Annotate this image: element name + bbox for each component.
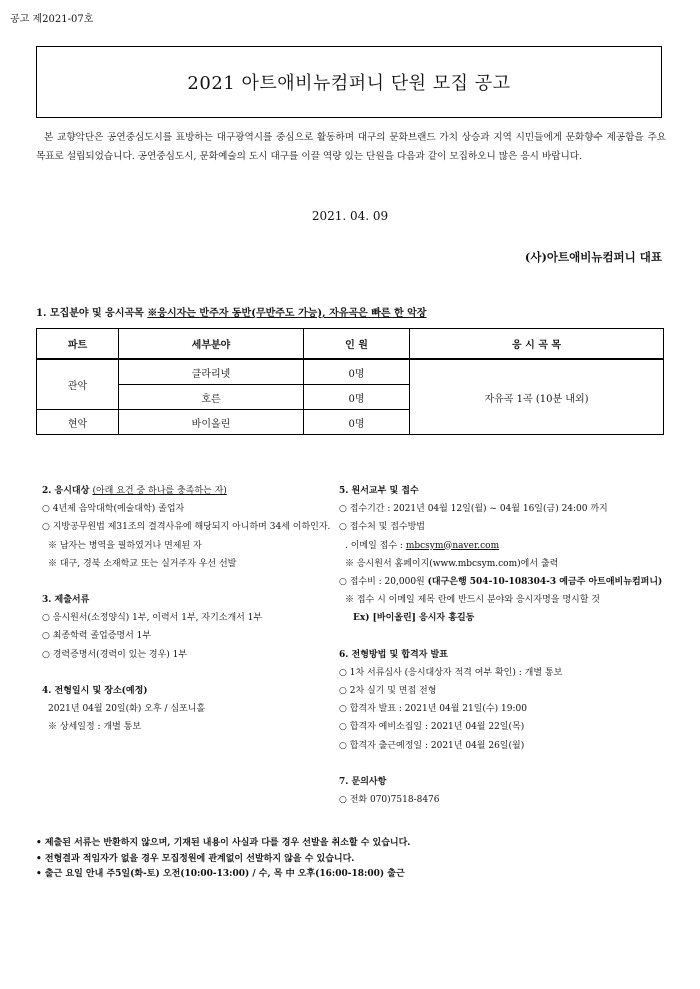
list-item: 2021년 04월 20일(화) 오후 / 심포니홀 [48,704,206,715]
count-cell: 0명 [304,410,410,435]
field-cell: 호른 [119,385,304,410]
footer-notes [36,836,410,883]
table-header-row [37,329,664,360]
header-count: 인 원 [304,329,410,360]
section-2-heading [42,482,332,500]
list-item: ○ 합격자 발표 : 2021년 04월 21일(수) 19:00 [339,704,527,715]
count-cell: 0명 [304,385,410,410]
recruitment-table [36,328,664,435]
list-item [339,573,669,591]
section-3-heading: 3. 제출서류 [42,595,90,606]
list-item: ○ 접수기간 : 2021년 04월 12일(월) ~ 04월 16일(금) 24:00 까지 [339,504,608,515]
list-item: ○ 합격자 예비소집일 : 2021년 04월 22일(목) [339,722,525,733]
part-string: 현악 [37,410,119,435]
list-item: ※ 남자는 병역을 필하였거나 면제된 자 [48,540,202,551]
list-item: ○ 전화 070)7518-8476 [339,795,440,806]
left-column [42,482,332,736]
section-1-label: 1. 모집분야 및 응시곡목 [36,308,148,319]
footer-note: • 전형결과 적임자가 없을 경우 모집정원에 관계없이 선발하지 않을 수 있습니다. [36,853,355,864]
list-item: ○ 합격자 출근예정일 : 2021년 04월 26일(월) [339,740,525,751]
section-7-heading: 7. 문의사항 [339,776,387,787]
list-item: ○ 지방공무원법 제31조의 결격사유에 해당되지 아니하며 34세 이하인자. [42,522,331,533]
list-item: ※ 대구, 경북 소재학교 또는 실거주자 우선 선발 [48,558,237,569]
header-piece: 응 시 곡 목 [410,329,664,360]
list-item: ○ 2차 실기 및 면접 전형 [339,686,437,697]
header-field: 세부분야 [119,329,304,360]
piece-cell: 자유곡 1곡 (10분 내외) [410,359,664,435]
list-item: ○ 1차 서류심사 (응시대상자 적격 여부 확인) : 개별 통보 [339,667,563,678]
section-4-heading: 4. 전형일시 및 장소(예정) [42,685,148,696]
right-column [339,482,669,809]
part-wind: 관악 [37,359,119,410]
list-item [339,537,669,555]
list-item: ○ 최종학력 졸업증명서 1부 [42,631,152,642]
section-2-note: (아래 요건 중 하나를 충족하는 자) [92,486,227,496]
header-part: 파트 [37,329,119,360]
list-item: ○ 접수처 및 접수방법 [339,522,425,533]
email-label: . 이메일 접수 : [345,540,406,551]
section-6-heading: 6. 전형방법 및 합격자 발표 [339,649,448,660]
list-item: ○ 응시원서(소정양식) 1부, 이력서 1부, 자기소개서 1부 [42,613,263,624]
list-item: ○ 경력증명서(경력이 있는 경우) 1부 [42,649,188,660]
title-box [36,46,662,118]
table-row [37,359,664,385]
email-link[interactable]: mbcsym@naver.com [405,540,500,551]
list-item: ※ 접수 시 이메일 제목 란에 반드시 분야와 응시자명을 명시할 것 [345,595,600,606]
intro-paragraph: 본 교향악단은 공연중심도시를 표방하는 대구광역시를 중심으로 활동하며 대구의 문화브랜드 가치 상승과 지역 시민들에게 문화향수 제공함을 주요 목표로 설립되었습니다. 공연중심도시, 문화예술의 도시 대구를 이끌 역량 있는 단원을 다음과 같이 모집하오니 많은 응시 바랍니다. [36,132,666,162]
list-item: Ex) [바이올린] 응시자 홍길동 [353,613,475,624]
field-cell: 바이올린 [119,410,304,435]
fee-label: ○ 접수비 : 20,000원 [339,577,428,588]
count-cell: 0명 [304,359,410,385]
section-1-note: ※응시자는 반주자 동반(무반주도 가능), 자유곡은 빠른 한 악장 [147,308,427,319]
list-item: ○ 4년제 음악대학(예술대학) 졸업자 [42,504,185,515]
issuer: (사)아트애비뉴컴퍼니 대표 [524,250,662,264]
list-item: ※ 응시원서 홈페이지(www.mbcsym.com)에서 출력 [345,558,559,569]
section-2-title: 2. 응시대상 [42,486,93,496]
page-title: 2021 아트애비뉴컴퍼니 단원 모집 공고 [187,73,511,94]
section-5-heading: 5. 원서교부 및 접수 [339,486,419,496]
field-cell: 클라리넷 [119,359,304,385]
notice-date: 2021. 04. 09 [311,209,389,223]
list-item: ※ 상세일정 : 개별 통보 [48,722,142,733]
notice-number: 공고 제2021-07호 [10,14,94,25]
fee-bank: (대구은행 504-10-108304-3 예금주 아트애비뉴컴퍼니) [427,577,663,588]
footer-note: • 출근 요일 안내 주5일(화-토) 오전(10:00-13:00) / 수, 목 中 오후(16:00-18:00) 출근 [36,869,405,879]
section-1-heading [36,304,426,319]
footer-note: • 제출된 서류는 반환하지 않으며, 기재된 내용이 사실과 다를 경우 선발을 취소할 수 있습니다. [36,838,411,848]
